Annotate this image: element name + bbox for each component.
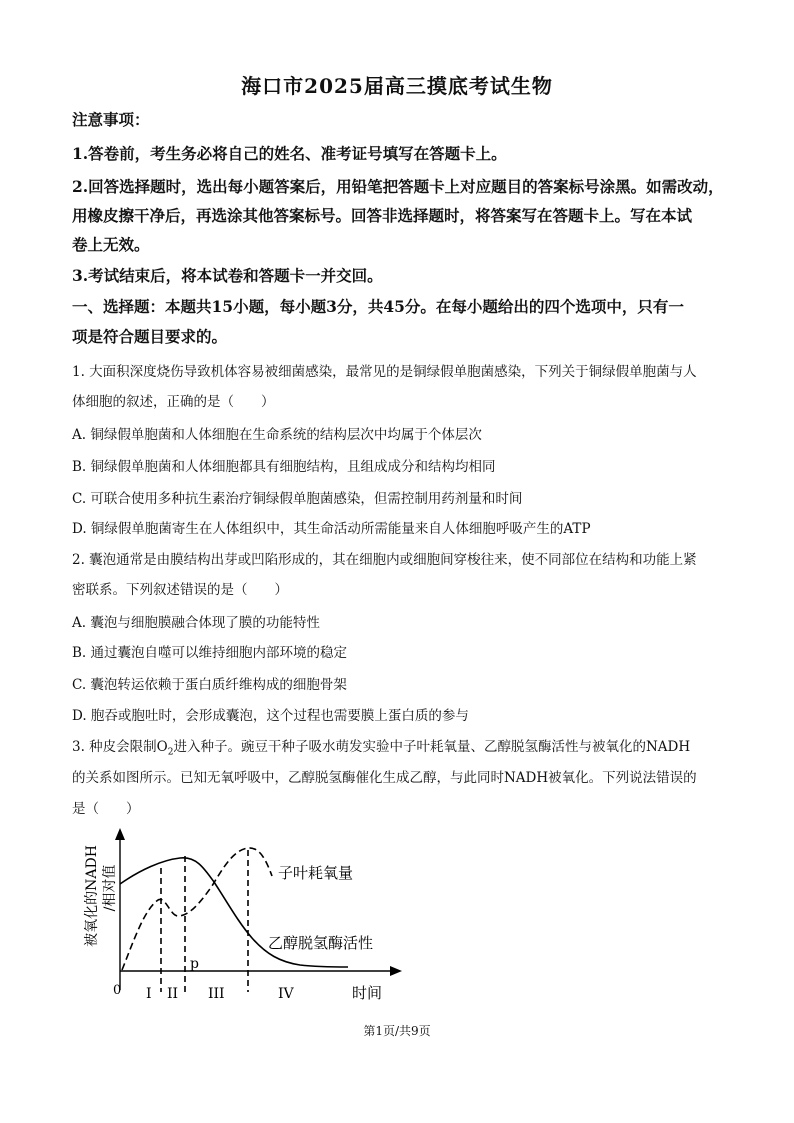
q3-stem-line-1: [72, 735, 724, 758]
notice-heading: 注意事项：: [72, 110, 150, 129]
q1-option-c: C. 可联合使用多种抗生素治疗铜绿假单胞菌感染，但需控制用药剂量和时间: [72, 491, 523, 507]
q3-stem-pre: 3. 种皮会限制O: [72, 739, 168, 755]
y-axis-arrow: [115, 828, 125, 840]
x-axis-label: 时间: [352, 984, 383, 1002]
series-label-enzyme: 乙醇脱氢酶活性: [268, 934, 374, 952]
stage-label-4: IV: [278, 986, 294, 1002]
notice-item-3: 3.考试结束后，将本试卷和答题卡一并交回。: [72, 266, 383, 285]
q1-stem-line-2: 体细胞的叙述，正确的是（ ）: [72, 394, 275, 410]
stage-label-2: II: [167, 986, 179, 1002]
notice-item-2-line-1: 2.回答选择题时，选出每小题答案后，用铅笔把答题卡上对应题目的答案标号涂黑。如需改动，: [72, 177, 724, 196]
q3-stem-line-2: 的关系如图所示。已知无氧呼吸中，乙醇脱氢酶催化生成乙醇，与此同时NADH被氧化。下列说法错误的: [72, 770, 697, 786]
q1-option-b: B. 铜绿假单胞菌和人体细胞都具有细胞结构，且组成成分和结构均相同: [72, 459, 496, 475]
x-axis-arrow: [390, 966, 402, 976]
origin-label: 0: [113, 983, 122, 998]
section-heading-line-2: 项是符合题目要求的。: [72, 327, 228, 346]
series-label-oxygen: 子叶耗氧量: [278, 864, 354, 882]
y-axis-label-1: 被氧化的NADH: [84, 845, 100, 947]
q3-figure: [0, 820, 794, 1020]
q1-option-d: D. 铜绿假单胞菌寄生在人体组织中，其生命活动所需能量来自人体细胞呼吸产生的ATP: [72, 521, 591, 537]
point-p-label: p: [190, 956, 199, 972]
q2-option-b: B. 通过囊泡自噬可以维持细胞内部环境的稳定: [72, 645, 348, 661]
y-axis-label-2: /相对值: [102, 864, 118, 912]
page-footer: 第1页/共9页: [363, 1024, 431, 1038]
stage-label-3: III: [208, 986, 225, 1002]
q2-option-a: A. 囊泡与细胞膜融合体现了膜的功能特性: [72, 615, 320, 631]
q3-stem-post: 进入种子。豌豆干种子吸水萌发实验中子叶耗氧量、乙醇脱氢酶活性与被氧化的NADH: [173, 739, 691, 755]
q3-stem-line-3: 是（ ）: [72, 801, 140, 817]
page-title: 海口市2025届高三摸底考试生物: [241, 74, 553, 98]
q3-stem-subscript: 2: [167, 747, 174, 758]
stage-label-1: I: [146, 986, 152, 1002]
q2-option-d: D. 胞吞或胞吐时，会形成囊泡，这个过程也需要膜上蛋白质的参与: [72, 708, 469, 724]
q2-option-c: C. 囊泡转运依赖于蛋白质纤维构成的细胞骨架: [72, 677, 347, 693]
section-heading-line-1: 一、选择题：本题共15小题，每小题3分，共45分。在每小题给出的四个选项中，只有一: [72, 297, 684, 316]
notice-item-2-line-3: 卷上无效。: [72, 235, 150, 254]
q2-stem-line-1: 2. 囊泡通常是由膜结构出芽或凹陷形成的，其在细胞内或细胞间穿梭往来，使不同部位在结构和功能上紧: [72, 552, 697, 568]
curve-oxygen-consumption: [122, 848, 272, 970]
q2-stem-line-2: 密联系。下列叙述错误的是（ ）: [72, 582, 288, 598]
notice-item-1: 1.答卷前，考生务必将自己的姓名、准考证号填写在答题卡上。: [72, 144, 507, 163]
q1-stem-line-1: 1. 大面积深度烧伤导致机体容易被细菌感染，最常见的是铜绿假单胞菌感染，下列关于铜绿假单胞菌与人: [72, 364, 697, 380]
notice-item-2-line-2: 用橡皮擦干净后，再选涂其他答案标号。回答非选择题时，将答案写在答题卡上。写在本试: [72, 206, 693, 225]
q1-option-a: A. 铜绿假单胞菌和人体细胞在生命系统的结构层次中均属于个体层次: [72, 427, 482, 443]
